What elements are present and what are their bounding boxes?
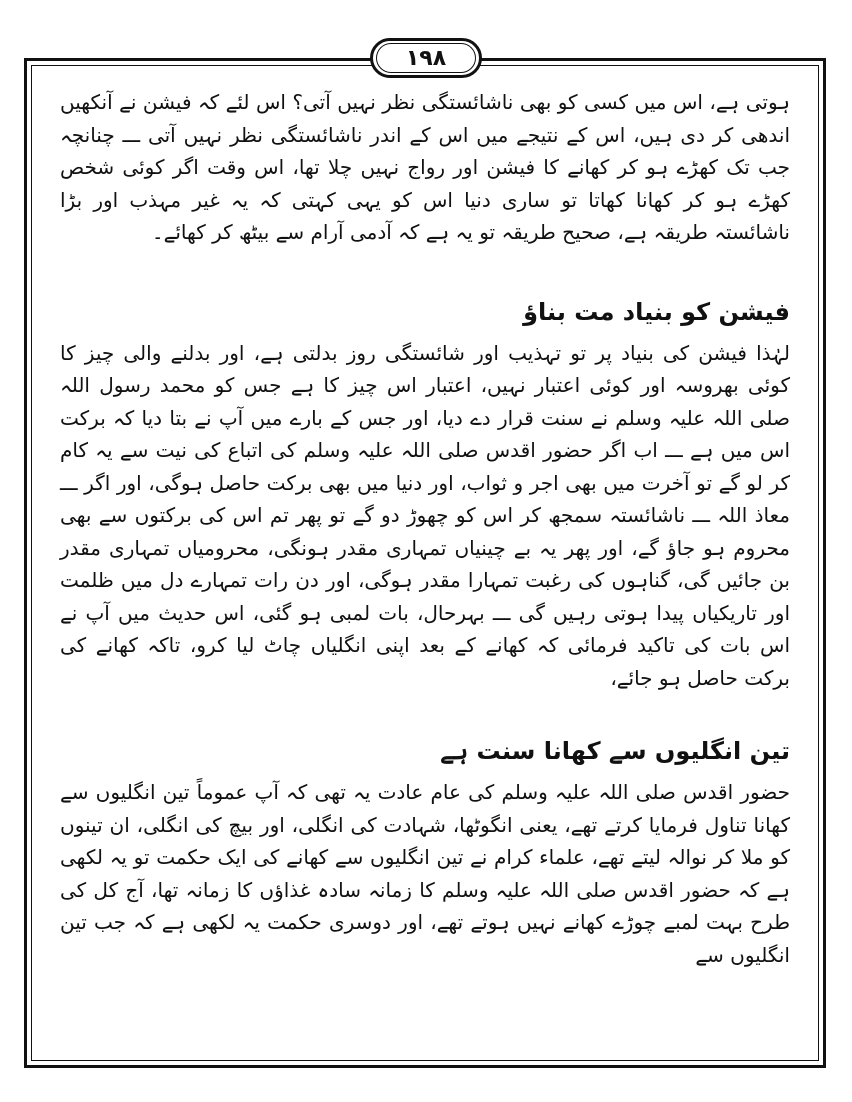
paragraph-3: حضور اقدس صلی اللہ علیہ وسلم کی عام عادت یہ تھی کہ آپ عموماً تین انگلیوں سے کھانا تناول فرمایا کرتے تھے، یعنی انگوٹھا، شہادت کی انگلی، اور بیچ کی انگلی، ان تینوں کو ملا کر نوالہ لیتے تھے، علماء کرام نے تین انگلیوں سے کھانے کی ایک حکمت تو یہ لکھی ہے کہ حضور اقدس صلی اللہ علیہ وسلم کا زمانہ سادہ غذاؤں کا زمانہ تھا، آج کل کی طرح بہت لمبے چوڑے کھانے نہیں ہوتے تھے، اور دوسری حکمت یہ لکھی ہے کہ جب تین انگلیوں سے xyxy=(60,780,790,967)
paragraph-2: لہٰذا فیشن کی بنیاد پر تو تہذیب اور شائستگی روز بدلتی ہے، اور بدلنے والی چیز کا کوئی بھروسہ اور کوئی اعتبار نہیں، اعتبار اس چیز کا ہے جس کو محمد رسول اللہ صلی اللہ علیہ وسلم نے سنت قرار دے دیا، اور جس کے بارے میں آپ نے بتا دیا کہ برکت اس میں ہے ـــ اب اگر حضور اقدس صلی اللہ علیہ وسلم کی اتباع کی نیت سے یہ کام کر لو گے تو آخرت میں بھی اجر و ثواب، اور دنیا میں بھی برکت حاصل ہوگی، اور اگر ـــ معاذ اللہ ـــ ناشائستہ سمجھ کر اس کو چھوڑ دو گے تو پھر تم اس کی برکتوں سے بھی محروم ہو جاؤ گے، اور پھر یہ بے چینیاں تمہاری مقدر ہونگی، محرومیاں تمہاری مقدر بن جائیں گی، گناہوں کی رغبت تمہارا مقدر ہوگی، اور دن رات تمہارے دل میں ظلمت اور تاریکیاں پیدا ہوتی رہیں گی ـــ بہرحال، بات لمبی ہو گئی، اس حدیث میں آپ نے اس بات کی تاکید فرمائی کہ کھانے کے بعد اپنی انگلیاں چاٹ لیا کرو، تاکہ کھانے کی برکت حاصل ہو جائے، xyxy=(60,340,790,690)
page-content xyxy=(60,86,790,1046)
section-heading-2: تین انگلیوں سے کھانا سنت ہے xyxy=(440,737,790,765)
paragraph-1: ہوتی ہے، اس میں کسی کو بھی ناشائستگی نظر نہیں آتی؟ اس لئے کہ فیشن نے آنکھیں اندھی کر دی ہیں، اس کے نتیجے میں اس کے اندر ناشائستگی نظر نہیں آتی ـــ چنانچہ جب تک کھڑے ہو کر کھانے کا فیشن اور رواج نہیں چلا تھا، اس وقت اگر کوئی شخص کھڑے ہو کر کھانا کھاتا تو ساری دنیا اس کو یہی کہتی کہ یہ غیر مہذب اور بڑا ناشائستہ طریقہ ہے، صحیح طریقہ تو یہ ہے کہ آدمی آرام سے بیٹھ کر کھائے۔ xyxy=(60,90,790,244)
section-heading-1: فیشن کو بنیاد مت بناؤ xyxy=(523,297,790,326)
page-number-badge xyxy=(370,38,482,78)
page-number: ١٩٨ xyxy=(376,43,476,73)
